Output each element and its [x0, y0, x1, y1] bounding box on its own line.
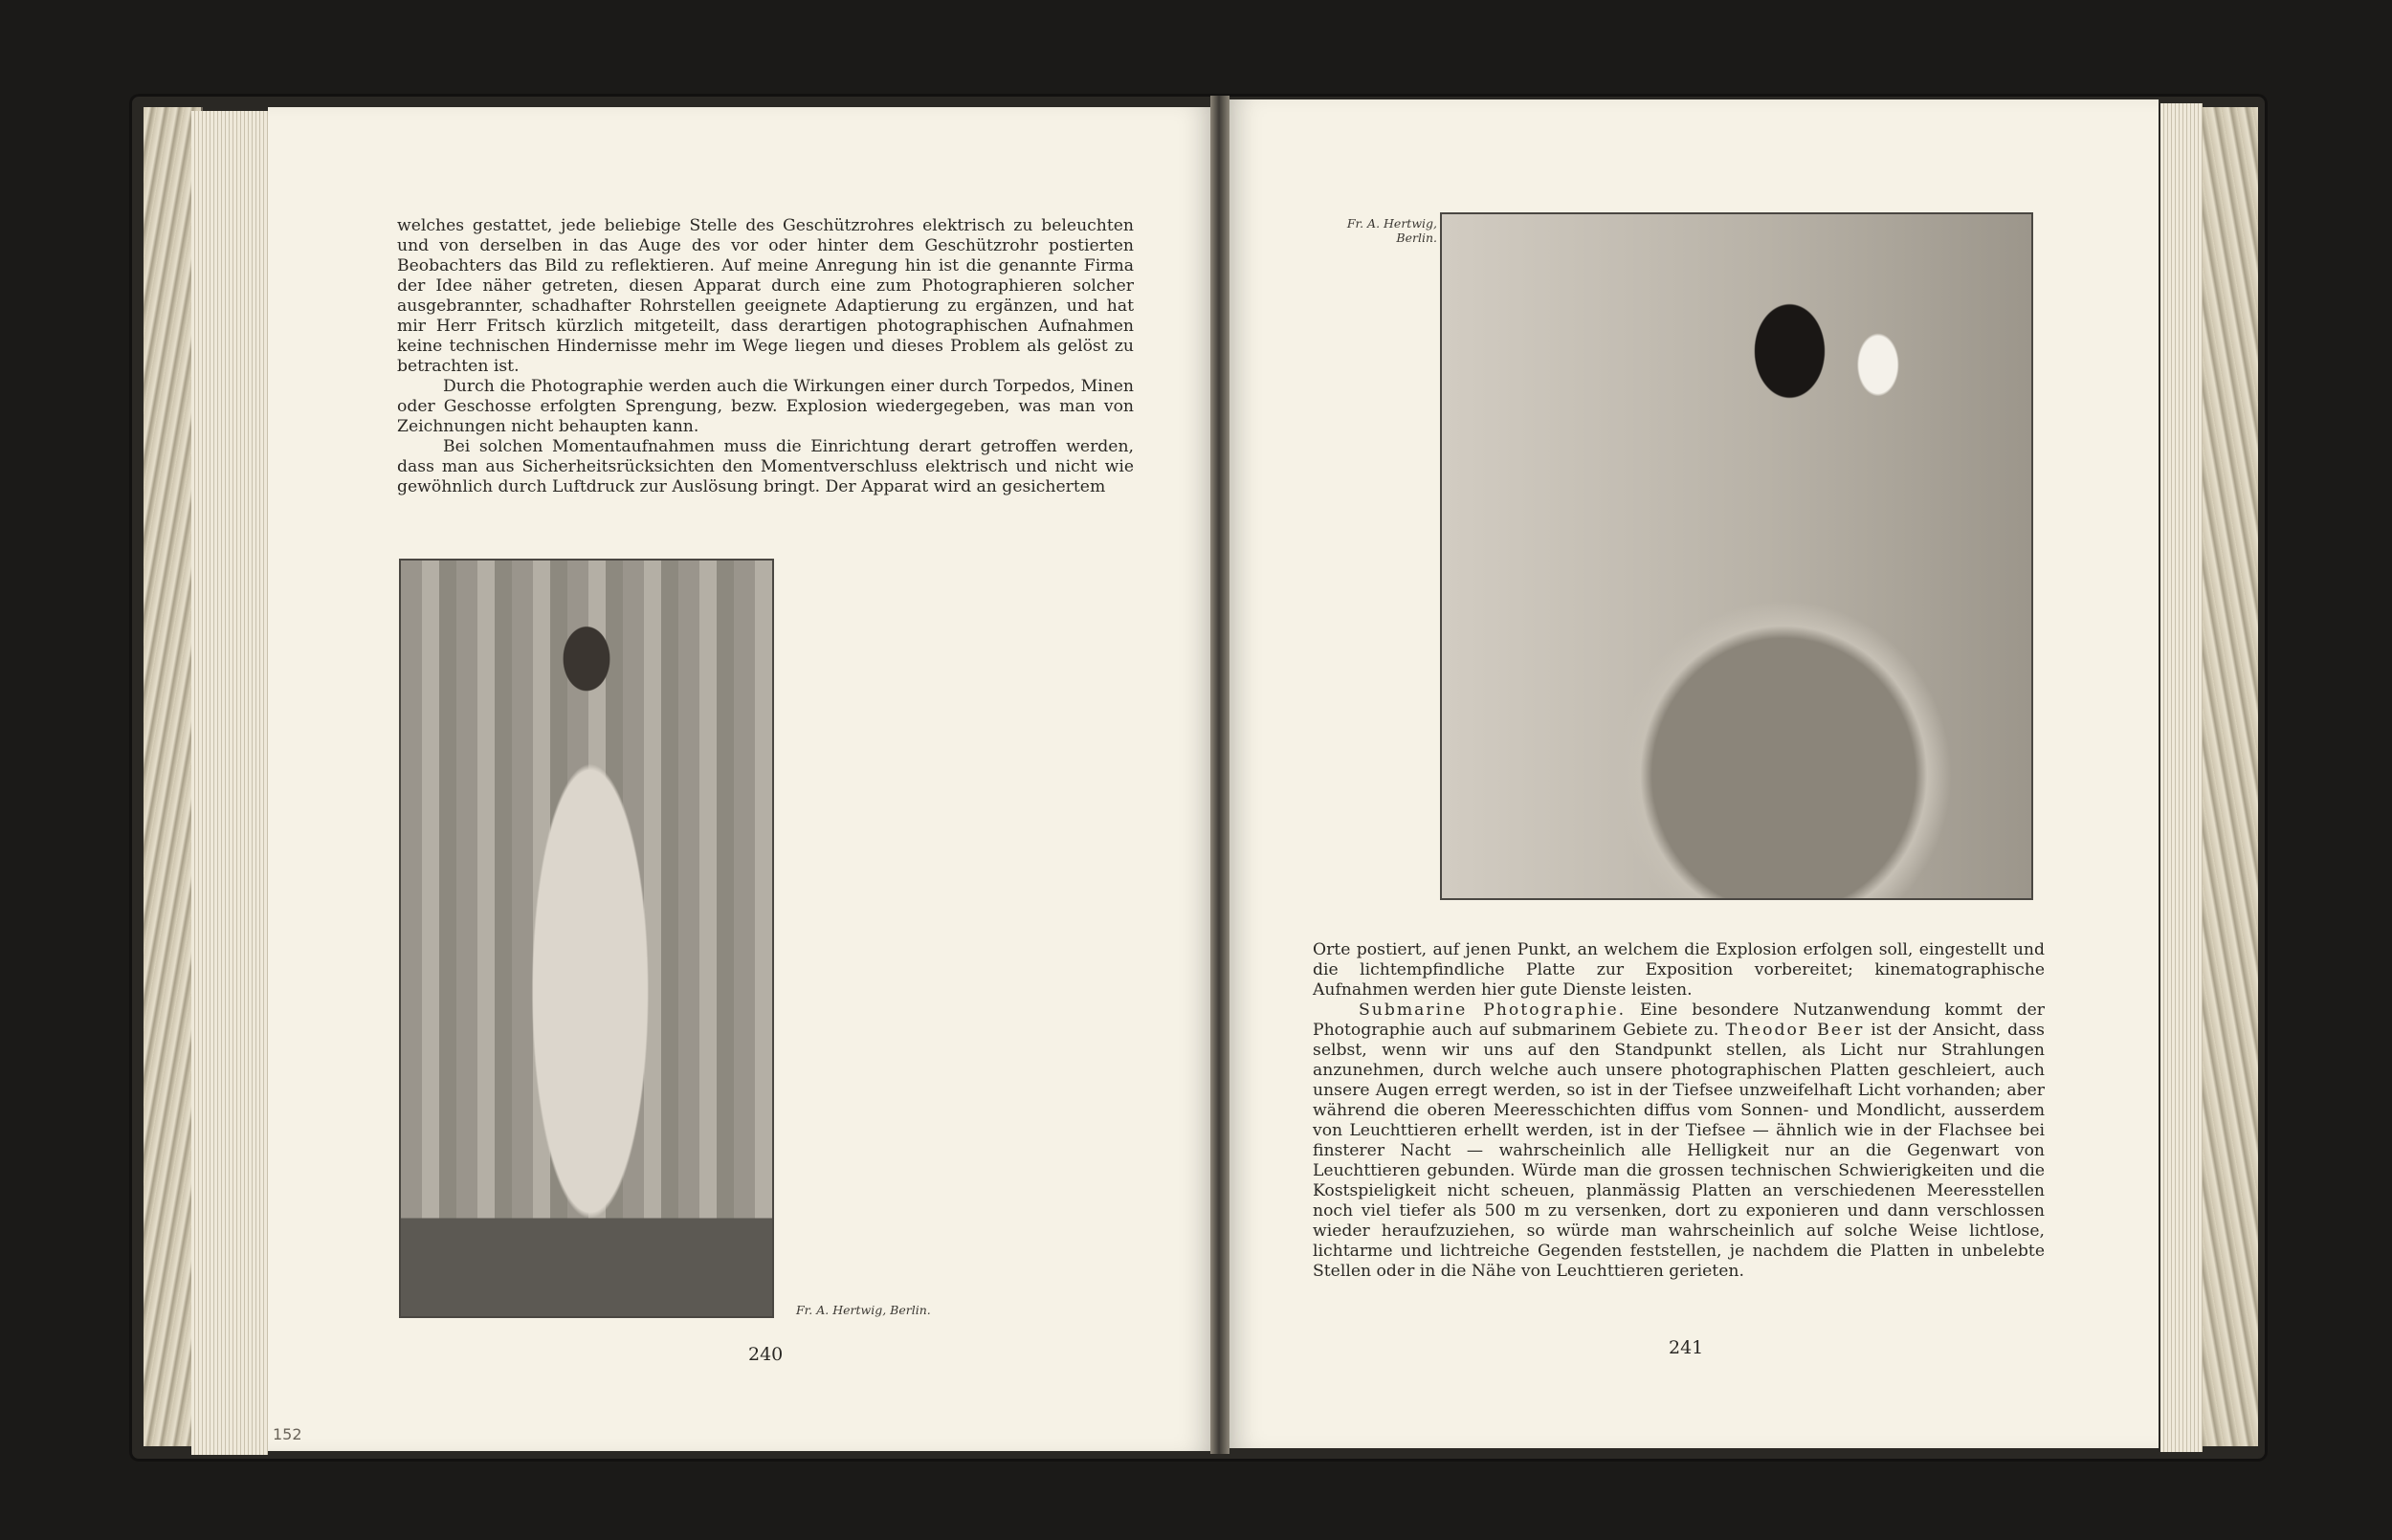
right-photo-caption-line1: Fr. A. Hertwig, [1346, 216, 1437, 231]
section-heading: Submarine Photographie. [1359, 1001, 1627, 1020]
right-page-text [1313, 940, 2045, 1282]
left-page-text [397, 216, 1134, 497]
section-text-after: ist der Ansicht, dass selbst, wenn wir uns auf den Standpunkt stellen, als Licht nur Strahlungen anzunehmen, durch welche auch unsere photographischen Platten geschleiert, auch unsere Augen erregt werden, so ist in der Tiefsee unzweifelhaft Licht vorhanden; aber während die oberen Meeresschichten diffus vom Sonnen- und Mondlicht, ausserdem von Leuchttieren erhellt werden, ist in der Tiefsee — ähnlich wie in der Flachsee bei finsterer Nacht — wahrscheinlich alle Helligkeit nur an die Gegenwart von Leuchttieren gebunden. Würde man die grossen technischen Schwierigkeiten und die Kostspieligkeit nicht scheuen, planmässig Platten an verschiedenen Meeresstellen noch viel tiefer als 500 m zu versenken, dort zu exponieren und dann verschlossen wieder heraufzuziehen, so würde man wahrscheinlich auf solche Weise lichtlose, lichtarme und lichtreiche Gegenden feststellen, je nachdem die Platten in unbelebte Stellen oder in die Nähe von Leuchttieren gerieten. [1313, 1021, 2045, 1281]
right-paragraph-2 [1313, 1001, 2045, 1282]
right-photo-caption-line2: Berlin. [1396, 231, 1437, 245]
page-edges-left [191, 111, 268, 1455]
page-number-right: 241 [1669, 1337, 1704, 1358]
left-photo-caption: Fr. A. Hertwig, Berlin. [796, 1303, 931, 1317]
photo-seated-woman-profile [1440, 212, 2033, 900]
page-edges-right [2160, 103, 2203, 1452]
pencil-mark: 152 [273, 1425, 302, 1443]
right-paragraph-1: Orte postiert, auf jenen Punkt, an welchem die Explosion erfolgen soll, eingestellt und die lichtempfindliche Platte zur Exposition vorbereitet; kinematographische Aufnahmen werden hier gute Dienste leisten. [1313, 940, 2045, 1000]
right-photo-caption [1320, 216, 1437, 245]
left-paragraph-1: welches gestattet, jede beliebige Stelle des Geschützrohres elektrisch zu beleuchten und von derselben in das Auge des vor oder hinter dem Geschützrohr postierten Beobachters das Bild zu reflektieren. Auf meine Anregung hin ist die genannte Firma der Idee näher getreten, diesen Apparat durch eine zum Photographieren solcher ausgebrannter, schadhafter Rohrstellen geeignete Adaptierung zu ergänzen, und hat mir Herr Fritsch kürzlich mitgeteilt, dass derartigen photographischen Aufnahmen keine technischen Hindernisse mehr im Wege liegen und dieses Problem als gelöst zu betrachten ist. [397, 216, 1134, 376]
photo-standing-woman [399, 559, 774, 1318]
book-gutter [1210, 96, 1229, 1454]
left-paragraph-3: Bei solchen Momentaufnahmen muss die Einrichtung derart getroffen werden, dass man aus Sicherheitsrücksichten den Momentverschluss elektrisch und nicht wie gewöhnlich durch Luftdruck zur Auslösung bringt. Der Apparat wird an gesichertem [397, 437, 1134, 496]
left-paragraph-2: Durch die Photographie werden auch die Wirkungen einer durch Torpedos, Minen oder Geschosse erfolgten Sprengung, bezw. Explosion wiedergegeben, was man von Zeichnungen nicht behaupten kann. [397, 377, 1134, 436]
section-text-before: Eine besondere Nutzanwendung kommt der Photographie auch auf submarinem Gebiete zu. [1313, 1001, 2046, 1040]
section-name: Theodor Beer [1725, 1021, 1865, 1040]
page-number-left: 240 [748, 1344, 784, 1365]
